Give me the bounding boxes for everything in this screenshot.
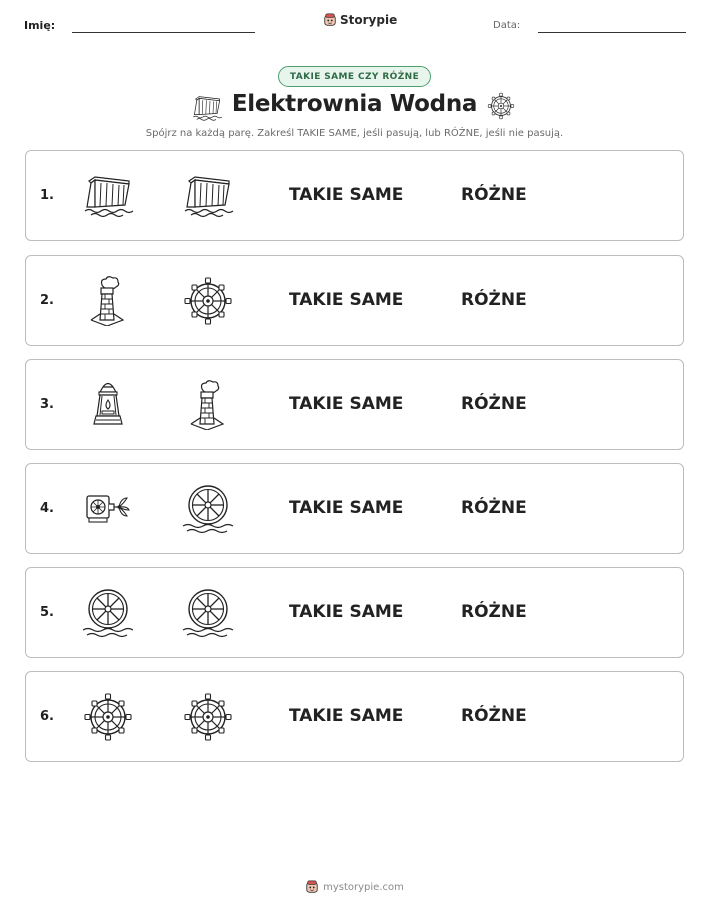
- comparison-row: [25, 359, 684, 450]
- comparison-row: [25, 255, 684, 346]
- water-wheel-icon: [181, 588, 235, 638]
- storypie-mascot-icon: [323, 13, 337, 27]
- name-field-line[interactable]: [72, 32, 255, 33]
- footer: [0, 880, 709, 894]
- same-option[interactable]: TAKIE SAME: [289, 394, 404, 414]
- row-number: 6.: [40, 709, 54, 724]
- brand-name: Storypie: [340, 13, 398, 27]
- different-option[interactable]: RÓŻNE: [461, 394, 527, 414]
- different-option[interactable]: RÓŻNE: [461, 290, 527, 310]
- water-turbine-icon: [81, 692, 135, 742]
- storypie-mascot-icon: [305, 880, 319, 894]
- comparison-row: [25, 463, 684, 554]
- name-label: Imię:: [24, 19, 56, 32]
- date-field-line[interactable]: [538, 32, 686, 33]
- generator-icon: [81, 484, 135, 534]
- page-title: Elektrownia Wodna: [231, 91, 478, 117]
- water-turbine-icon: [181, 276, 235, 326]
- different-option[interactable]: RÓŻNE: [461, 706, 527, 726]
- same-option[interactable]: TAKIE SAME: [289, 498, 404, 518]
- brand-logo: [323, 13, 397, 27]
- footer-url[interactable]: mystorypie.com: [323, 881, 404, 893]
- row-number: 4.: [40, 501, 54, 516]
- date-label: Data:: [493, 20, 521, 31]
- instructions: Spójrz na każdą parę. Zakreśl TAKIE SAME, jeśli pasują, lub RÓŻNE, jeśli nie pasują.: [145, 128, 564, 139]
- dam-icon: [181, 171, 235, 221]
- chimney-icon: [181, 380, 235, 430]
- row-number: 1.: [40, 188, 54, 203]
- same-option[interactable]: TAKIE SAME: [289, 602, 404, 622]
- different-option[interactable]: RÓŻNE: [461, 185, 527, 205]
- row-number: 5.: [40, 605, 54, 620]
- row-number: 3.: [40, 397, 54, 412]
- dam-icon: [81, 171, 135, 221]
- water-turbine-icon: [486, 91, 516, 121]
- different-option[interactable]: RÓŻNE: [461, 602, 527, 622]
- different-option[interactable]: RÓŻNE: [461, 498, 527, 518]
- comparison-row: [25, 567, 684, 658]
- category-pill: TAKIE SAME CZY RÓŻNE: [278, 66, 431, 87]
- comparison-row: [25, 671, 684, 762]
- row-number: 2.: [40, 293, 54, 308]
- lantern-icon: [81, 380, 135, 430]
- water-turbine-icon: [181, 692, 235, 742]
- water-wheel-icon: [181, 484, 235, 534]
- comparison-row: [25, 150, 684, 241]
- same-option[interactable]: TAKIE SAME: [289, 706, 404, 726]
- chimney-icon: [81, 276, 135, 326]
- same-option[interactable]: TAKIE SAME: [289, 185, 404, 205]
- water-wheel-icon: [81, 588, 135, 638]
- same-option[interactable]: TAKIE SAME: [289, 290, 404, 310]
